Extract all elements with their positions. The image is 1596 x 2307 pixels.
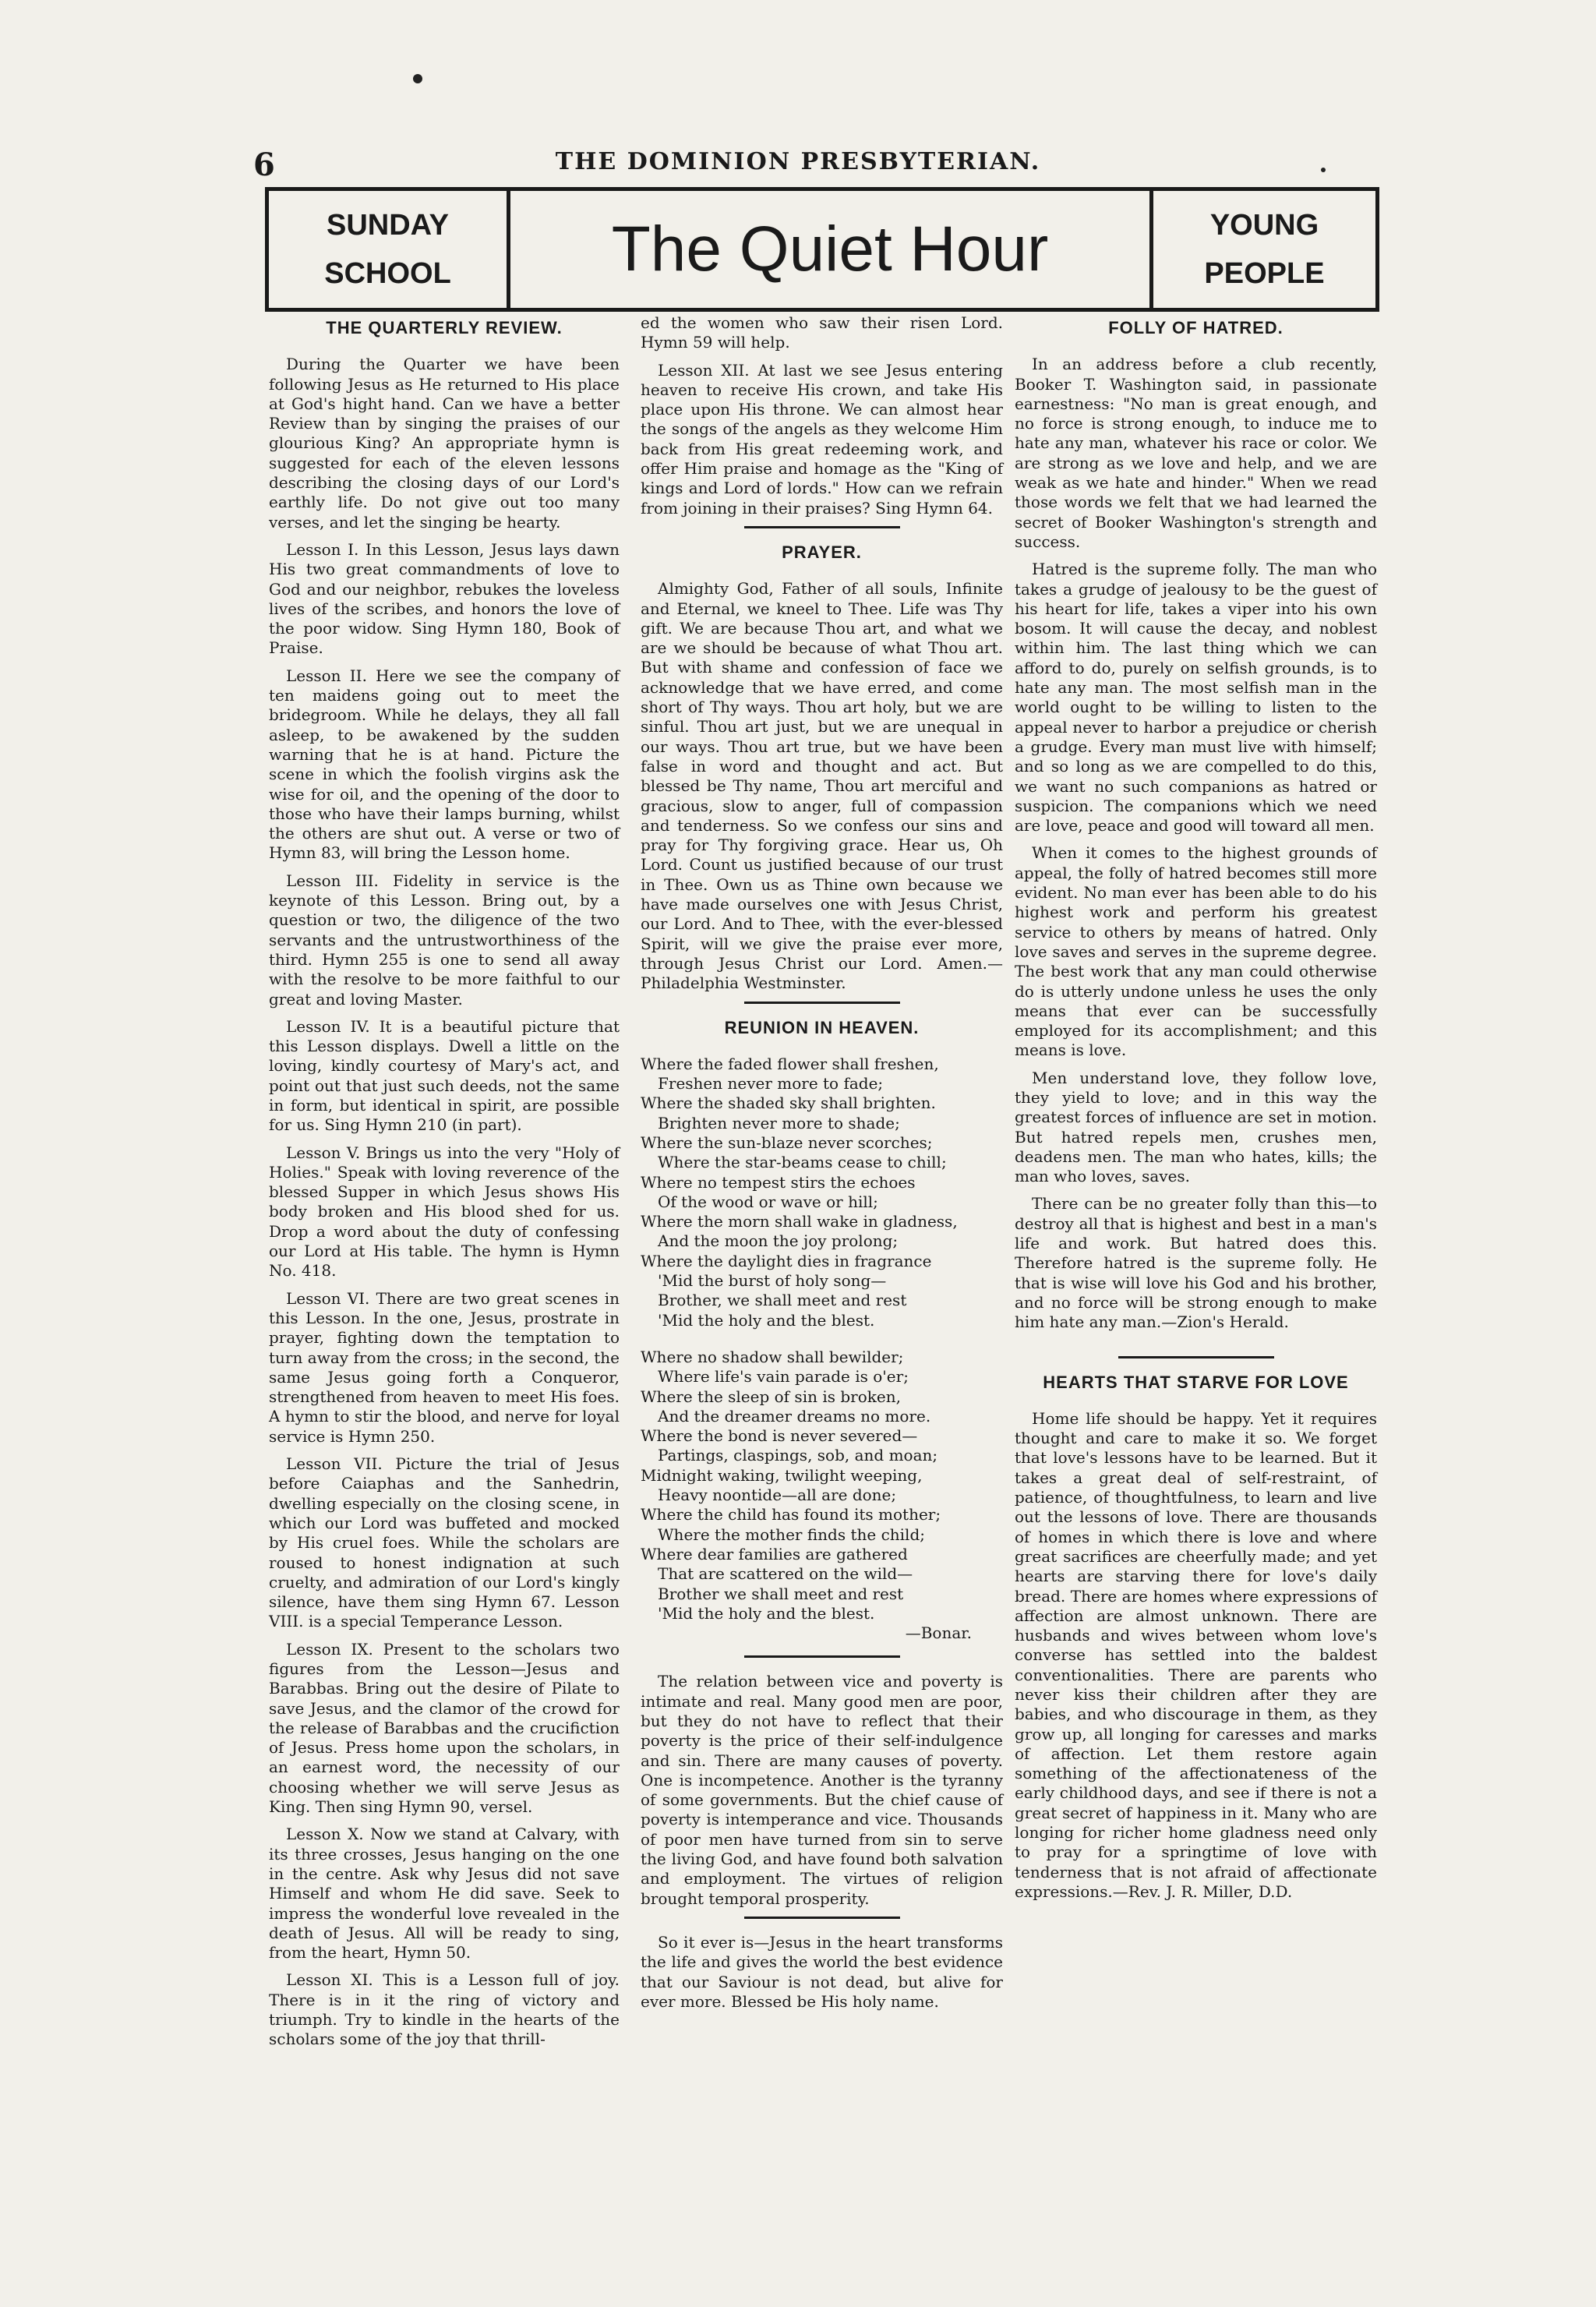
poem-line: Where no tempest stirs the echoes xyxy=(641,1172,916,1192)
poem-line: Where the faded flower shall freshen, xyxy=(641,1054,939,1073)
young-people-line2: PEOPLE xyxy=(1204,257,1325,290)
section-divider xyxy=(744,526,900,528)
poem-line: And the dreamer dreams no more. xyxy=(658,1406,931,1426)
masthead-title: The Quiet Hour xyxy=(611,214,1049,284)
stanza-gap xyxy=(641,1330,1003,1348)
masthead xyxy=(265,187,1379,312)
running-title: THE DOMINION PRESBYTERIAN. xyxy=(555,148,1041,175)
article-paragraph: In an address before a club recently, Booker T. Washington said, in passionate earnestness: "No man is great enough, and no force is strong enough, to induce me to hate any man, whatever his race or color. We are strong as we love and help, and we are weak as we hate and hinder." When we read those words we felt that we had learned the secret of Booker Washington's strength and success. xyxy=(1015,355,1377,551)
poem-line: Brother we shall meet and rest xyxy=(658,1584,904,1603)
article-paragraph: Lesson I. In this Lesson, Jesus lays dawn His two great commandments of love to God and our neighbor, rebukes the loveless lives of the scribes, and honors the love of the poor widow. Sing Hymn 180, Book of Praise. xyxy=(269,539,620,658)
young-people-line1: YOUNG xyxy=(1209,209,1319,242)
vice-paragraph: The relation between vice and poverty is intimate and real. Many good men are poor, but they do not have to reflect that their poverty is the price of their self-indulgence and sin. There are many causes of poverty. One is incompetence. Another is the tyranny of some governments. But the chief cause of poverty is intemperance and vice. Thousands of poor men have turned from sin to serve the living God, and have found both salvation and employment. The virtues of religion brought temporal prosperity. xyxy=(641,1672,1003,1908)
poem-line: Of the wood or wave or hill; xyxy=(658,1192,878,1211)
poem-line: And the moon the joy prolong; xyxy=(658,1231,899,1251)
ink-speck xyxy=(413,74,422,83)
prayer-text: Almighty God, Father of all souls, Infinite and Eternal, we kneel to Thee. Life was Thy gift. We are because Thou art, and what we are we should be because of what Thou art. But with shame and confession of face we acknowledge that we have erred, and come short of Thy ways. Thou art holy, but we are sinful. Thou art just, but we are unequal in our ways. Thou art true, but we have been false in word and thought and act. But blessed be Thy name, Thou art merciful and gracious, slow to anger, full of compassion and tenderness. So we confess our sins and pray for Thy forgiving grace. Hear us, Oh Lord. Count us justified because of our trust in Thee. Own us as Thine own because we have made ourselves one with Jesus Christ, our Lord. And to Thee, with the ever-blessed Spirit, will we give the praise ever more, through Jesus Christ our Lord. Amen.—Philadelphia Westminster. xyxy=(641,579,1003,993)
article-paragraph: Hatred is the supreme folly. The man who takes a grudge of jealousy to be the guest of his heart for life, takes a viper into his own bosom. It will cause the decay, and noblest within him. The last thing which we can afford to do, purely on selfish grounds, is to hate any man. The most selfish man in the world ought to be willing to listen to the appeal never to harbor a prejudice or cherish a grudge. Every man must live with himself; and so long as we are compelled to do this, we want no such companions as hatred or suspicion. The companions which we need are love, peace and good will toward all men. xyxy=(1015,560,1377,836)
poem-line: Where the child has found its mother; xyxy=(641,1505,941,1524)
prayer-heading: PRAYER. xyxy=(782,542,862,562)
poem-line: Where the mother finds the child; xyxy=(658,1524,925,1544)
quarterly-review-heading: THE QUARTERLY REVIEW. xyxy=(326,318,563,337)
sunday-school-label xyxy=(269,191,510,308)
poem-line: Where the bond is never severed— xyxy=(641,1426,918,1446)
column-young-people xyxy=(1015,313,1377,1910)
article-paragraph: Lesson VII. Picture the trial of Jesus before Caiaphas and the Sanhedrin, dwelling especially on the closing scene, in which our Lord was buffeted and mocked by His cruel foes. While the scholars are roused to honest indignation at such cruelty, and admiration of our Lord's kingly silence, have them sing Hymn 67. Lesson VIII. is a special Temperance Lesson. xyxy=(269,1454,620,1631)
article-paragraph: Lesson III. Fidelity in service is the keynote of this Lesson. Bring out, by a question or two, the diligence of the two servants and the untrustworthiness of the third. Hymn 255 is one to send all away with the resolve to be more faithful to our great and loving Master. xyxy=(269,871,620,1009)
column-sunday-school xyxy=(269,313,620,2058)
reunion-heading: REUNION IN HEAVEN. xyxy=(724,1017,920,1037)
poem-line: Partings, claspings, sob, and moan; xyxy=(658,1446,938,1465)
poem-line: Where no shadow shall bewilder; xyxy=(641,1347,904,1366)
poem-line: Where the shaded sky shall brighten. xyxy=(641,1093,936,1113)
article-paragraph: Lesson V. Brings us into the very "Holy of Holies." Speak with loving reverence of the blessed Supper in which Jesus shows His body broken and His blood shed for us. Drop a word about the duty of confessing our Lord at His table. The hymn is Hymn No. 418. xyxy=(269,1143,620,1281)
article-paragraph: When it comes to the highest grounds of appeal, the folly of hatred becomes still more evident. No man ever has been able to do his highest work and perform his greatest service to others by means of hatred. Only love saves and serves in the supreme degree. The best work that any man could otherwise do is utterly undone unless he uses the only means that ever can be successfully employed for its accomplishment; and this means is love. xyxy=(1015,843,1377,1060)
article-paragraph: Lesson XI. This is a Lesson full of joy. There is in it the ring of victory and triumph. Try to kindle in the hearts of the scholars some of the joy that thrill- xyxy=(269,1970,620,2049)
poem xyxy=(641,1055,1003,1644)
article-paragraph: During the Quarter we have been following Jesus as He returned to His place at God's hight hand. Can we have a better Review than by singing the praises of our glourious King? An appropriate hymn is suggested for each of the eleven lessons describing the closing days of our Lord's earthly life. Do not give out too many verses, and let the singing be hearty. xyxy=(269,355,620,532)
article-paragraph: Lesson II. Here we see the company of ten maidens going out to meet the bridegroom. While he delays, they all fall asleep, to be awakened by the sudden warning that he is at hand. Picture the scene in which the foolish virgins ask the wise for oil, and the opening of the door to those who have their lamps burning, whilst the others are shut out. A verse or two of Hymn 83, will bring the Lesson home. xyxy=(269,666,620,863)
poem-line: Where the sun-blaze never scorches; xyxy=(641,1132,933,1152)
young-people-label xyxy=(1149,191,1375,308)
article-paragraph: Lesson IX. Present to the scholars two figures from the Lesson—Jesus and Barabbas. Bring out the desire of Pilate to save Jesus, and the clamor of the crowd for the release of Barabbas and the crucifiction of Jesus. Press home upon the scholars, in an earnest word, the necessity of our choosing whether we will serve Jesus as King. Then sing Hymn 90, versel. xyxy=(269,1639,620,1817)
article-paragraph: There can be no greater folly than this—to destroy all that is highest and best in a man's life and work. But hatred does this. Therefore hatred is the supreme folly. He that is wise will love his God and his brother, and no force will be strong enough to make him hate any man.—Zion's Herald. xyxy=(1015,1194,1377,1332)
poem-line: Brother, we shall meet and rest xyxy=(658,1291,907,1310)
poem-line: 'Mid the holy and the blest. xyxy=(658,1603,875,1623)
continued-paragraph: ed the women who saw their risen Lord. Hymn 59 will help. xyxy=(641,313,1003,352)
poem-line: Where the morn shall wake in gladness, xyxy=(641,1212,958,1231)
section-divider xyxy=(744,1917,900,1919)
article-paragraph: Lesson VI. There are two great scenes in this Lesson. In the one, Jesus, prostrate in prayer, fighting down the temptation to turn away from the cross; in the second, the same Jesus going forth a Conqueror, strengthened from heaven to meet His foes. A hymn to stir the blood, and nerve for loyal service is Hymn 250. xyxy=(269,1288,620,1446)
poem-line: Where the sleep of sin is broken, xyxy=(641,1387,901,1406)
poem-line: Where the daylight dies in fragrance xyxy=(641,1251,932,1270)
poem-line: That are scattered on the wild— xyxy=(658,1564,913,1584)
sunday-school-line2: SCHOOL xyxy=(324,257,451,290)
poem-line: Brighten never more to shade; xyxy=(658,1113,900,1132)
hearts-heading: HEARTS THAT STARVE FOR LOVE xyxy=(1043,1372,1349,1392)
poem-line: Freshen never more to fade; xyxy=(658,1074,884,1093)
article-paragraph: Lesson XII. At last we see Jesus entering heaven to receive His crown, and take His place upon His throne. We can almost hear the songs of the angels as they welcome Him back from His great redeeming work, and offer Him praise and homage as the "King of kings and Lord of lords." How can we refrain from joining in their praises? Sing Hymn 64. xyxy=(641,360,1003,518)
section-divider xyxy=(1118,1356,1274,1358)
page-number: 6 xyxy=(253,147,275,183)
section-divider xyxy=(744,1655,900,1658)
article-paragraph: Lesson X. Now we stand at Calvary, with its three crosses, Jesus hanging on the one in the centre. Ask why Jesus did not save Himself and whom He did save. Seek to impress the wonderful love revealed in the death of Jesus. All will be ready to sing, from the heart, Hymn 50. xyxy=(269,1825,620,1963)
poem-line: 'Mid the holy and the blest. xyxy=(658,1310,875,1330)
poem-line: Where the star-beams cease to chill; xyxy=(658,1153,947,1172)
poem-attribution: —Bonar. xyxy=(905,1623,972,1643)
section-divider xyxy=(744,1002,900,1004)
poem-line: Heavy noontide—all are done; xyxy=(658,1486,897,1505)
article-paragraph: Lesson IV. It is a beautiful picture that this Lesson displays. Dwell a little on the loving, kindly courtesy of Mary's act, and point out that just such deeds, not the same in form, but identical in spirit, are possible for us. Sing Hymn 210 (in part). xyxy=(269,1016,620,1135)
sunday-school-line1: SUNDAY xyxy=(327,209,449,242)
column-middle xyxy=(641,313,1003,2019)
folly-heading: FOLLY OF HATRED. xyxy=(1108,318,1284,337)
closing-paragraph: So it ever is—Jesus in the heart transforms the life and gives the world the best evidence that our Saviour is not dead, but alive for ever more. Blessed be His holy name. xyxy=(641,1932,1003,2011)
article-paragraph: Men understand love, they follow love, they yield to love; and in this way the greatest forces of influence are set in motion. But hatred repels men, crushes men, deadens men. The man who hates, kills; the man who loves, saves. xyxy=(1015,1068,1377,1186)
poem-line: Where dear families are gathered xyxy=(641,1544,908,1563)
poem-line: Midnight waking, twilight weeping, xyxy=(641,1465,923,1485)
poem-line: Where life's vain parade is o'er; xyxy=(658,1367,909,1387)
article-paragraph: Home life should be happy. Yet it requires thought and care to make it so. We forget that love's lessons have to be learned. But it takes a great deal of self-restraint, of patience, of thoughtfulness, to learn and live out the lessons of love. There are thousands of homes in which there is love and where great sacrifices are cheerfully made; and yet hearts are starving there for love's daily bread. There are homes where expressions of affection are almost unknown. There are husbands and wives between whom love's converse has settled into the baldest conventionalities. There are parents who never kiss their children after they are babies, and who discourage in them, as they grow up, all longing for caresses and marks of affection. Let them restore again something of the affectionateness of the early childhood days, and see if there is not a great secret of happiness in it. Many who are longing for richer home gladness need only to pray for a springtime of love with tenderness that is not afraid of affectionate expressions.—Rev. J. R. Miller, D.D. xyxy=(1015,1408,1377,1901)
poem-line: 'Mid the burst of holy song— xyxy=(658,1271,887,1291)
